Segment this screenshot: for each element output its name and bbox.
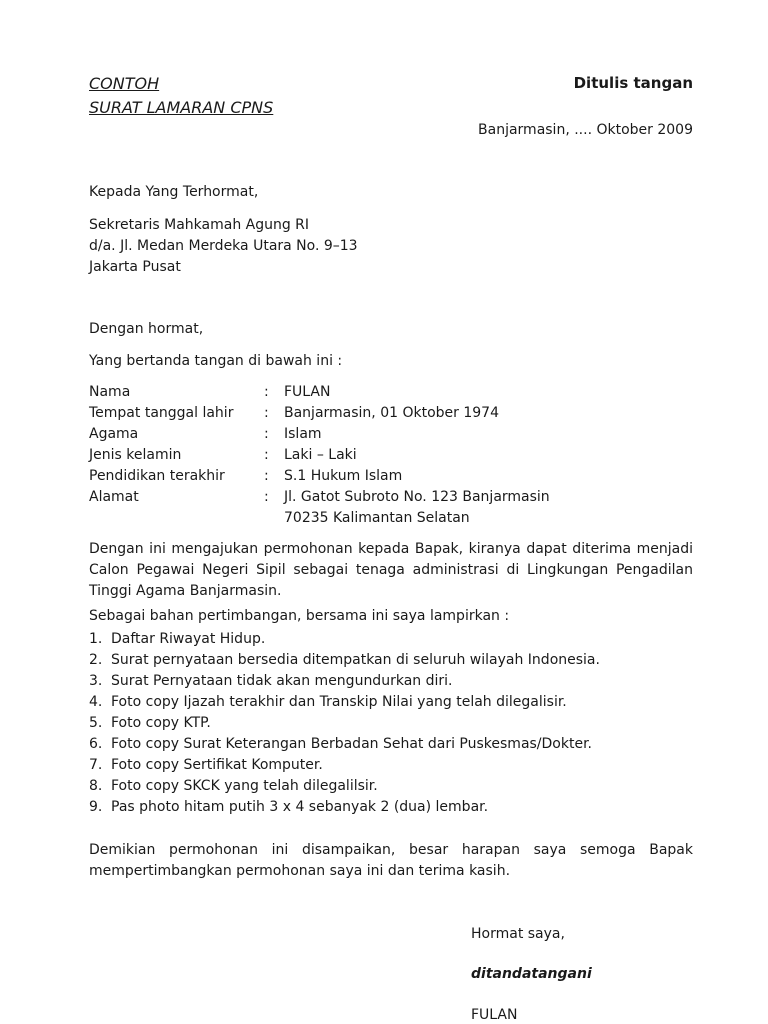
list-item [89, 692, 600, 713]
list-item-number: 9. [89, 799, 103, 815]
list-item [89, 755, 600, 776]
list-item-number: 3. [89, 673, 103, 689]
list-item-number: 8. [89, 778, 103, 794]
field-separator: : [264, 426, 269, 442]
field-value: Islam [284, 426, 322, 442]
letter-title-line2: SURAT LAMARAN CPNS [89, 98, 274, 117]
list-item-text: Surat pernyataan bersedia ditempatkan di seluruh wilayah Indonesia. [111, 652, 600, 668]
list-item [89, 650, 600, 671]
greeting: Dengan hormat, [89, 321, 204, 337]
attachments-intro: Sebagai bahan pertimbangan, bersama ini saya lampirkan : [89, 608, 510, 624]
intro-line: Yang bertanda tangan di bawah ini : [89, 353, 343, 369]
address-line2: 70235 Kalimantan Selatan [284, 510, 470, 526]
list-item [89, 629, 600, 650]
list-item [89, 776, 600, 797]
field-label: Agama [89, 426, 139, 442]
list-item [89, 734, 600, 755]
list-item-text: Foto copy SKCK yang telah dilegalilsir. [111, 778, 378, 794]
list-item-number: 7. [89, 757, 103, 773]
field-separator: : [264, 447, 269, 463]
signature-mark: ditandatangani [471, 966, 592, 982]
list-item-number: 2. [89, 652, 103, 668]
closing-paragraph: Demikian permohonan ini disampaikan, besar harapan saya semoga Bapak mempertimbangkan permohonan saya ini dan terima kasih. [89, 842, 693, 879]
recipient-line: d/a. Jl. Medan Merdeka Utara No. 9–13 [89, 238, 358, 254]
field-separator: : [264, 384, 269, 400]
recipient-line: Sekretaris Mahkamah Agung RI [89, 217, 310, 233]
list-item-text: Daftar Riwayat Hidup. [111, 631, 266, 647]
list-item [89, 797, 600, 818]
list-item-text: Foto copy KTP. [111, 715, 211, 731]
list-item-number: 4. [89, 694, 103, 710]
field-separator: : [264, 468, 269, 484]
field-label: Pendidikan terakhir [89, 468, 225, 484]
list-item-text: Foto copy Ijazah terakhir dan Transkip Nilai yang telah dilegalisir. [111, 694, 567, 710]
request-paragraph: Dengan ini mengajukan permohonan kepada Bapak, kiranya dapat diterima menjadi Calon Pegawai Negeri Sipil sebagai tenaga administrasi di Lingkungan Pengadilan Tinggi Agama Banjarmasin. [89, 541, 693, 599]
letter-title-line1: CONTOH [89, 74, 160, 93]
field-value: Jl. Gatot Subroto No. 123 Banjarmasin [284, 489, 550, 505]
field-label: Alamat [89, 489, 139, 505]
handwritten-note: Ditulis tangan [573, 74, 693, 92]
field-label: Jenis kelamin [89, 447, 182, 463]
list-item-text: Surat Pernyataan tidak akan mengundurkan diri. [111, 673, 453, 689]
field-label: Tempat tanggal lahir [89, 405, 234, 421]
attachments-list [89, 629, 600, 818]
field-value: S.1 Hukum Islam [284, 468, 403, 484]
list-item-number: 6. [89, 736, 103, 752]
list-item-number: 5. [89, 715, 103, 731]
signature-closing: Hormat saya, [471, 926, 565, 942]
recipient-line: Jakarta Pusat [89, 259, 181, 275]
list-item [89, 671, 600, 692]
list-item-text: Foto copy Sertifikat Komputer. [111, 757, 323, 773]
list-item-text: Pas photo hitam putih 3 x 4 sebanyak 2 (dua) lembar. [111, 799, 489, 815]
field-value: FULAN [284, 384, 331, 400]
list-item-text: Foto copy Surat Keterangan Berbadan Sehat dari Puskesmas/Dokter. [111, 736, 593, 752]
field-separator: : [264, 489, 269, 505]
field-label: Nama [89, 384, 131, 400]
letter-date: Banjarmasin, .... Oktober 2009 [478, 122, 693, 138]
list-item-number: 1. [89, 631, 103, 647]
field-value: Laki – Laki [284, 447, 357, 463]
recipient-salutation: Kepada Yang Terhormat, [89, 184, 259, 200]
list-item [89, 713, 600, 734]
field-separator: : [264, 405, 269, 421]
signatory-name: FULAN [471, 1007, 518, 1023]
field-value: Banjarmasin, 01 Oktober 1974 [284, 405, 499, 421]
